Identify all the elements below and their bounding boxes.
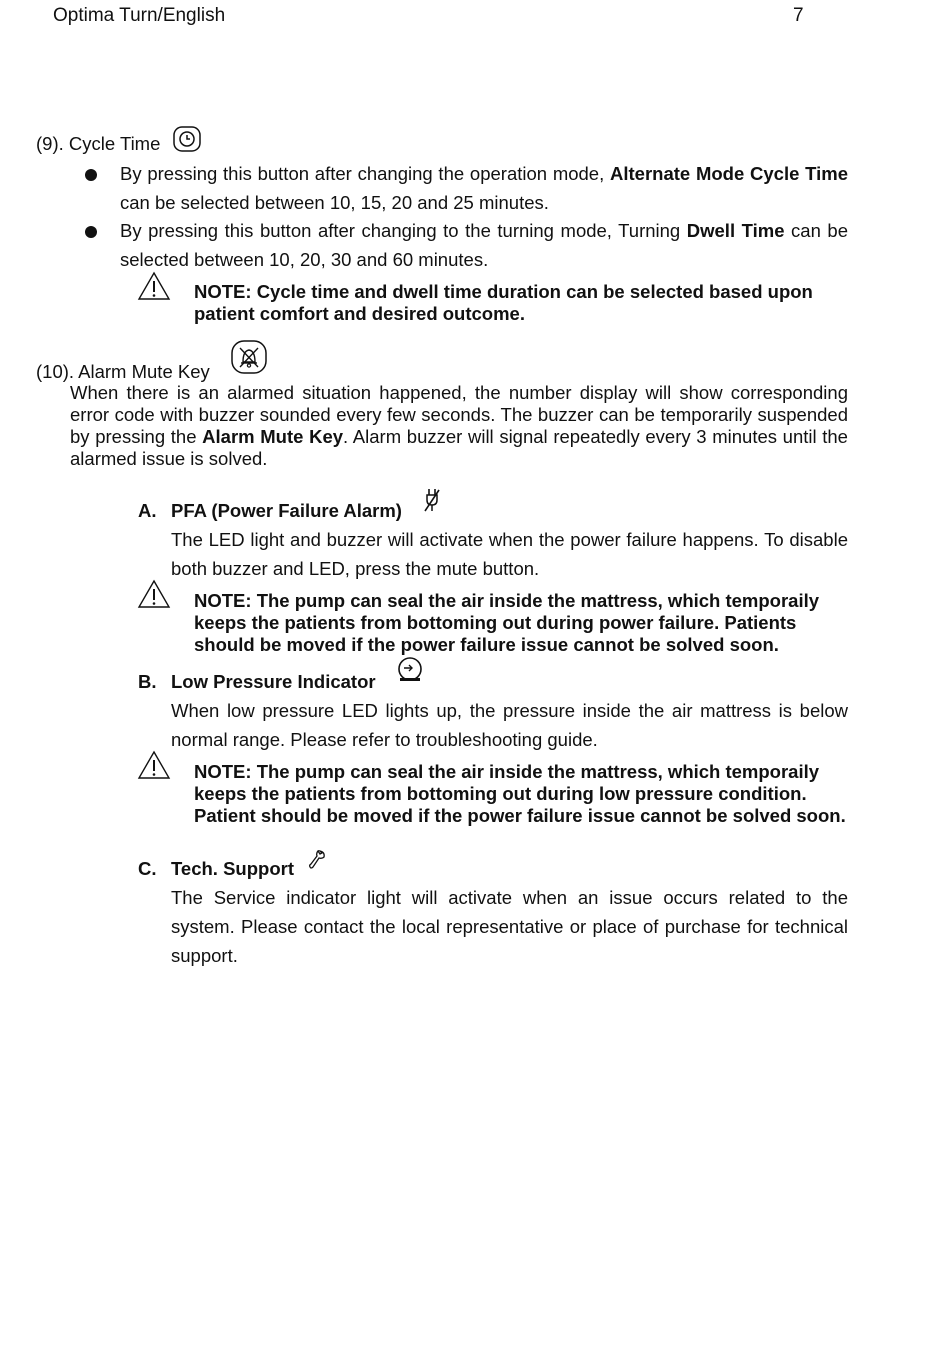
cycle-time-heading-text: (9). Cycle Time xyxy=(36,133,161,154)
pfa-body: The LED light and buzzer will activate when the power failure happens. To disable both buzzer and LED, press the mute button. xyxy=(171,529,848,579)
power-failure-icon xyxy=(422,487,442,513)
alarm-mute-heading xyxy=(36,361,210,383)
bullet-text: By pressing this button after changing to the turning mode, Turning Dwell Time can be selected between 10, 20, 30 and 60 minutes. xyxy=(120,220,848,270)
alarm-mute-icon xyxy=(231,340,267,374)
low-pressure-heading xyxy=(138,671,376,693)
cycle-time-note: NOTE: Cycle time and dwell time duration can be selected based upon patient comfort and desired outcome. xyxy=(194,281,813,324)
tech-support-body: The Service indicator light will activate when an issue occurs related to the system. Please contact the local representative or place of purchase for technical support. xyxy=(171,887,848,966)
bullet-icon xyxy=(85,169,97,181)
header-title: Optima Turn/English xyxy=(53,5,226,26)
pfa-heading xyxy=(138,500,402,522)
warning-triangle-icon xyxy=(137,271,171,301)
alarm-mute-heading-text: (10). Alarm Mute Key xyxy=(36,361,210,382)
list-item xyxy=(85,216,848,274)
pfa-letter: A. xyxy=(138,500,157,521)
alarm-mute-paragraph: When there is an alarmed situation happened, the number display will show corresponding error code with buzzer sounded every few seconds. The buzzer can be temporarily suspended by pressing the Alarm Mute Key. Alarm buzzer will signal repeatedly every 3 minutes until the alarmed issue is solved. xyxy=(70,382,848,469)
pfa-title: PFA (Power Failure Alarm) xyxy=(171,500,402,521)
tech-support-letter: C. xyxy=(138,858,157,879)
bullet-text: By pressing this button after changing the operation mode, Alternate Mode Cycle Time can be selected between 10, 15, 20 and 25 minutes. xyxy=(120,163,849,213)
tech-support-heading xyxy=(138,858,294,880)
low-pressure-letter: B. xyxy=(138,671,157,692)
page-number: 7 xyxy=(793,5,804,26)
low-pressure-body: When low pressure LED lights up, the pressure inside the air mattress is below normal range. Please refer to troubleshooting guide. xyxy=(171,700,848,750)
tech-support-title: Tech. Support xyxy=(171,858,294,879)
list-item xyxy=(85,159,848,217)
warning-triangle-icon xyxy=(137,579,171,609)
pfa-note: NOTE: The pump can seal the air inside the mattress, which temporaily keeps the patients from bottoming out during power failure. Patients should be moved if the power failure issue cannot be solved soon. xyxy=(194,590,820,655)
wrench-icon xyxy=(309,849,327,871)
low-pressure-icon xyxy=(396,656,424,684)
bullet-icon xyxy=(85,226,97,238)
clock-icon xyxy=(173,126,201,152)
cycle-time-heading xyxy=(36,133,160,155)
low-pressure-note: NOTE: The pump can seal the air inside the mattress, which temporaily keeps the patients from bottoming out during low pressure condition. Patient should be moved if the power failure issue cannot be solved soon. xyxy=(194,761,846,826)
warning-triangle-icon xyxy=(137,750,171,780)
low-pressure-title: Low Pressure Indicator xyxy=(171,671,376,692)
